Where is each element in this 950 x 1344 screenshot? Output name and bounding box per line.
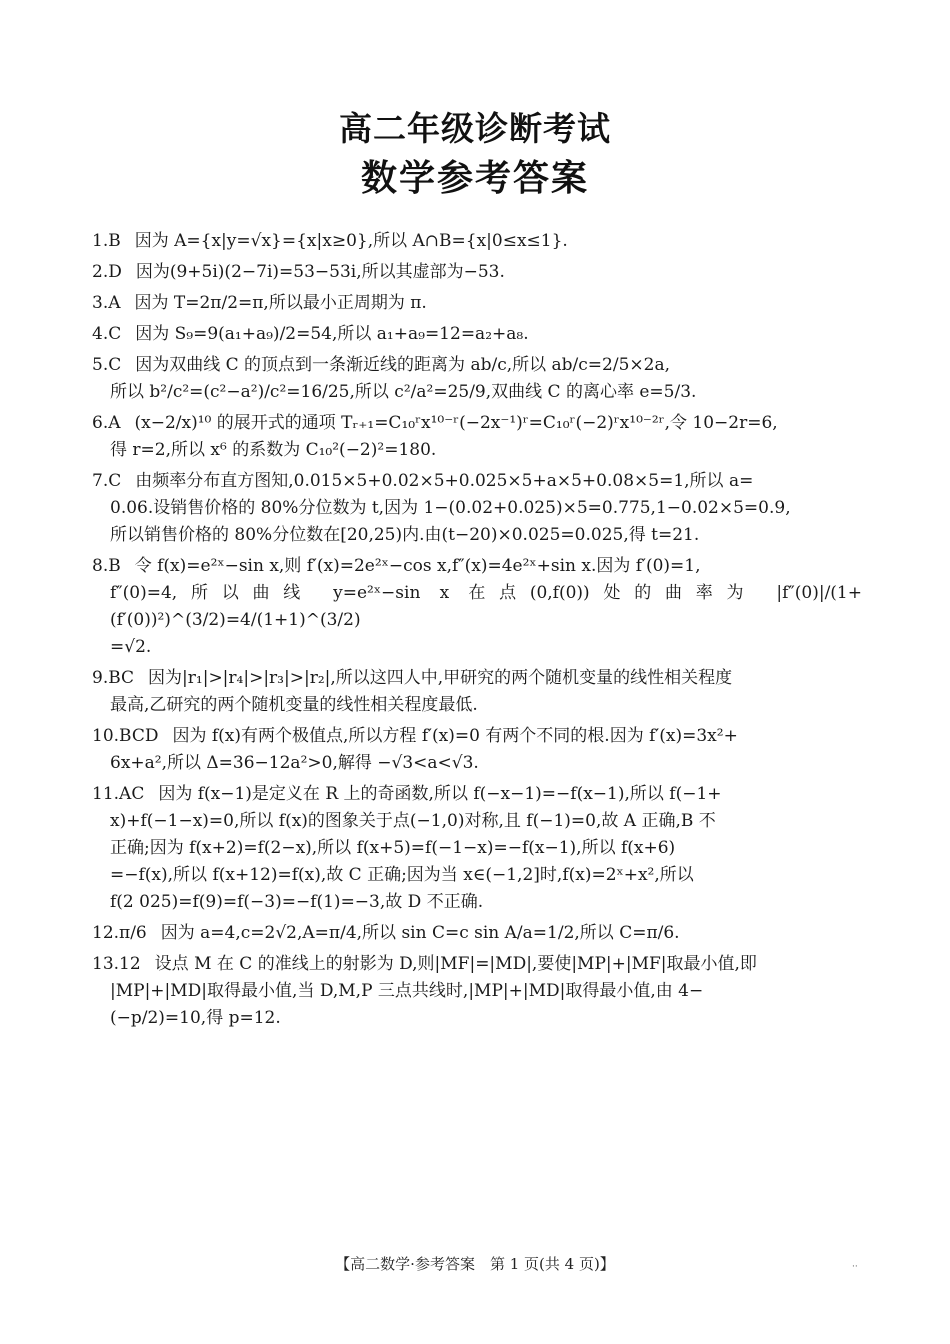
answer-item (92, 321, 862, 348)
answer-text: 因为|r₁|>|r₄|>|r₃|>|r₂|,所以这四人中,甲研究的两个随机变量的线性相关程度 (148, 668, 733, 688)
answer-item (92, 920, 862, 947)
answer-text: 因为 f(x)有两个极值点,所以方程 f′(x)=0 有两个不同的根.因为 f′(x)=3x²+ (172, 726, 738, 746)
answer-text: x)+f(−1−x)=0,所以 f(x)的图象关于点(−1,0)对称,且 f(−1)=0,故 A 正确,B 不 (110, 811, 716, 831)
answer-text: 0.06.设销售价格的 80%分位数为 t,因为 1−(0.02+0.025)×5=0.775,1−0.02×5=0.9, (110, 498, 791, 518)
answer-text: 因为 f(x−1)是定义在 R 上的奇函数,所以 f(−x−1)=−f(x−1),所以 f(−1+ (158, 784, 722, 804)
answer-text: f″(0)=4,所以曲线 y=e²ˣ−sin x 在点(0,f(0))处的曲率为 |f″(0)|/(1+(f′(0))²)^(3/2)=4/(1+1)^(3/2) (110, 583, 862, 630)
answer-number: 4.C (92, 324, 122, 344)
page-footer: 【高二数学·参考答案 第 1 页(共 4 页)】 (335, 1255, 615, 1273)
answer-number: 2.D (92, 262, 122, 282)
answer-text: 因为 a=4,c=2√2,A=π/4,所以 sin C=c sin A/a=1/2,所以 C=π/6. (160, 923, 680, 943)
answer-text: |MP|+|MD|取得最小值,当 D,M,P 三点共线时,|MP|+|MD|取得最小值,由 4− (110, 981, 704, 1001)
answer-text: 因为 A={x|y=√x}={x|x≥0},所以 A∩B={x|0≤x≤1}. (134, 231, 568, 251)
answer-text: 所以 b²/c²=(c²−a²)/c²=16/25,所以 c²/a²=25/9,双曲线 C 的离心率 e=5/3. (110, 382, 697, 402)
answer-number: 8.B (92, 556, 121, 576)
page-mark: ·· (852, 1262, 858, 1272)
answer-text: (−p/2)=10,得 p=12. (110, 1008, 281, 1028)
answer-number: 12.π/6 (92, 923, 147, 943)
answer-text: =√2. (110, 637, 152, 657)
answer-item (92, 723, 862, 777)
answer-number: 13.12 (92, 954, 141, 974)
answer-text: 因为(9+5i)(2−7i)=53−53i,所以其虚部为−53. (135, 262, 505, 282)
answer-item (92, 290, 862, 317)
answer-number: 7.C (92, 471, 122, 491)
answer-number: 11.AC (92, 784, 145, 804)
answer-number: 1.B (92, 231, 121, 251)
answer-item (92, 228, 862, 255)
answer-text: 令 f(x)=e²ˣ−sin x,则 f′(x)=2e²ˣ−cos x,f″(x)=4e²ˣ+sin x.因为 f′(0)=1, (134, 556, 701, 576)
answer-item (92, 553, 862, 661)
answer-number: 5.C (92, 355, 122, 375)
answer-text: 因为 T=2π/2=π,所以最小正周期为 π. (134, 293, 427, 313)
answer-text: 正确;因为 f(x+2)=f(2−x),所以 f(x+5)=f(−1−x)=−f(x−1),所以 f(x+6) (110, 838, 676, 858)
answer-item (92, 951, 862, 1032)
answer-item (92, 259, 862, 286)
page-title-line1: 高二年级诊断考试 (339, 109, 611, 148)
answer-text: 6x+a²,所以 Δ=36−12a²>0,解得 −√3<a<√3. (110, 753, 479, 773)
answer-number: 3.A (92, 293, 121, 313)
answer-number: 10.BCD (92, 726, 159, 746)
answer-text: (x−2/x)¹⁰ 的展开式的通项 Tᵣ₊₁=C₁₀ʳx¹⁰⁻ʳ(−2x⁻¹)ʳ=C₁₀ʳ(−2)ʳx¹⁰⁻²ʳ,令 10−2r=6, (134, 413, 778, 433)
answer-item (92, 410, 862, 464)
answer-item (92, 468, 862, 549)
answer-number: 9.BC (92, 668, 135, 688)
answer-text: 最高,乙研究的两个随机变量的线性相关程度最低. (110, 695, 478, 715)
answer-text: =−f(x),所以 f(x+12)=f(x),故 C 正确;因为当 x∈(−1,2]时,f(x)=2ˣ+x²,所以 (110, 865, 694, 885)
answer-text: 设点 M 在 C 的准线上的射影为 D,则|MF|=|MD|,要使|MP|+|MF|取最小值,即 (154, 954, 757, 974)
answer-text: 得 r=2,所以 x⁶ 的系数为 C₁₀²(−2)²=180. (110, 440, 437, 460)
answer-text: 所以销售价格的 80%分位数在[20,25)内.由(t−20)×0.025=0.025,得 t=21. (110, 525, 700, 545)
answer-text: f(2 025)=f(9)=f(−3)=−f(1)=−3,故 D 不正确. (110, 892, 484, 912)
answer-text: 因为 S₉=9(a₁+a₉)/2=54,所以 a₁+a₉=12=a₂+a₈. (135, 324, 529, 344)
answer-text: 因为双曲线 C 的顶点到一条渐近线的距离为 ab/c,所以 ab/c=2/5×2a, (135, 355, 670, 375)
answer-item (92, 665, 862, 719)
answer-number: 6.A (92, 413, 121, 433)
answer-list (92, 228, 862, 1036)
page-title-line2: 数学参考答案 (360, 158, 589, 199)
answer-item (92, 352, 862, 406)
answer-item (92, 781, 862, 916)
answer-text: 由频率分布直方图知,0.015×5+0.02×5+0.025×5+a×5+0.08×5=1,所以 a= (135, 471, 754, 491)
